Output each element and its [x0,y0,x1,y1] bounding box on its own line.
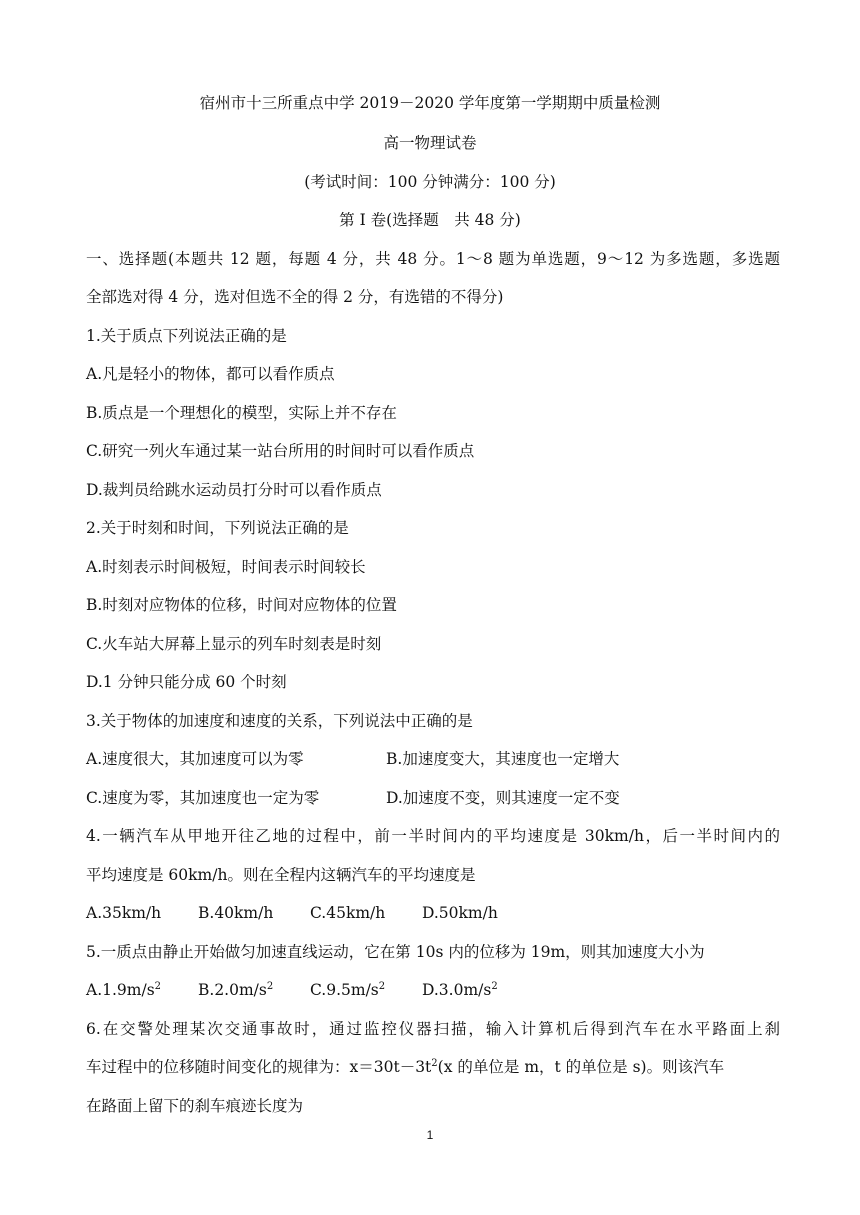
q5-option-b [198,980,273,1000]
q3-option-d: D.加速度不变，则其速度一定不变 [386,789,620,807]
q5-option-b-exponent: 2 [266,981,274,992]
q1-option-d: D.裁判员给跳水运动员打分时可以看作质点 [86,481,382,499]
q3-stem: 3.关于物体的加速度和速度的关系，下列说法中正确的是 [86,712,473,730]
q5-option-c [310,980,385,1000]
exam-info: (考试时间：100 分钟满分：100 分) [304,173,556,191]
q1-option-a: A.凡是轻小的物体，都可以看作质点 [86,365,335,383]
q6-formula-pre: 车过程中的位移随时间变化的规律为：x＝30t－3t [86,1058,432,1076]
q6-formula-exponent: 2 [431,1058,438,1069]
exam-subtitle: 高一物理试卷 [383,134,477,152]
q5-option-c-text: C.9.5m/s [310,981,379,999]
q1-stem: 1.关于质点下列说法正确的是 [86,327,287,345]
q2-option-a: A.时刻表示时间极短，时间表示时间较长 [86,558,366,576]
q4-option-c: C.45km/h [310,904,386,922]
q3-option-b: B.加速度变大，其速度也一定增大 [386,750,620,768]
q2-option-c: C.火车站大屏幕上显示的列车时刻表是时刻 [86,635,382,653]
q5-option-d-exponent: 2 [491,981,498,992]
section-intro-line2: 全部选对得 4 分，选对但选不全的得 2 分，有选错的不得分) [86,288,504,306]
q5-option-c-exponent: 2 [378,981,386,992]
q1-option-b: B.质点是一个理想化的模型，实际上并不存在 [86,404,397,422]
q6-stem-line1: 6.在交警处理某次交通事故时，通过监控仪器扫描，输入计算机后得到汽车在水平路面上刹 [86,1020,780,1038]
q5-option-a [86,980,161,1000]
q4-option-b: B.40km/h [198,904,274,922]
q1-option-c: C.研究一列火车通过某一站台所用的时间时可以看作质点 [86,442,475,460]
q2-option-d: D.1 分钟只能分成 60 个时刻 [86,673,287,691]
q5-option-d-text: D.3.0m/s [422,981,492,999]
q5-option-d [422,980,498,1000]
q6-stem-line3: 在路面上留下的刹车痕迹长度为 [86,1097,304,1115]
q4-stem-line2: 平均速度是 60km/h。则在全程内这辆汽车的平均速度是 [86,866,476,884]
q6-formula-post: (x 的单位是 m，t 的单位是 s)。则该汽车 [437,1058,725,1076]
section-intro-line1: 一、选择题(本题共 12 题，每题 4 分，共 48 分。1～8 题为单选题，9～12 为多选题，多选题 [86,250,780,268]
q6-stem-line2 [86,1057,780,1077]
q4-stem-line1: 4.一辆汽车从甲地开往乙地的过程中，前一半时间内的平均速度是 30km/h，后一半时间内的 [86,827,780,845]
page-number: 1 [426,1128,434,1142]
q5-stem: 5.一质点由静止开始做匀加速直线运动，它在第 10s 内的位移为 19m，则其加速度大小为 [86,943,705,961]
volume-heading: 第 I 卷(选择题 共 48 分) [339,211,521,229]
q5-option-b-text: B.2.0m/s [198,981,267,999]
q4-option-d: D.50km/h [422,904,498,922]
q3-option-c: C.速度为零，其加速度也一定为零 [86,789,320,807]
exam-title: 宿州市十三所重点中学 2019－2020 学年度第一学期期中质量检测 [199,94,661,112]
q5-option-a-text: A.1.9m/s [86,981,155,999]
q2-stem: 2.关于时刻和时间，下列说法正确的是 [86,519,349,537]
q2-option-b: B.时刻对应物体的位移，时间对应物体的位置 [86,596,397,614]
q5-option-a-exponent: 2 [154,981,162,992]
q3-option-a: A.速度很大，其加速度可以为零 [86,750,304,768]
q4-option-a: A.35km/h [86,904,162,922]
